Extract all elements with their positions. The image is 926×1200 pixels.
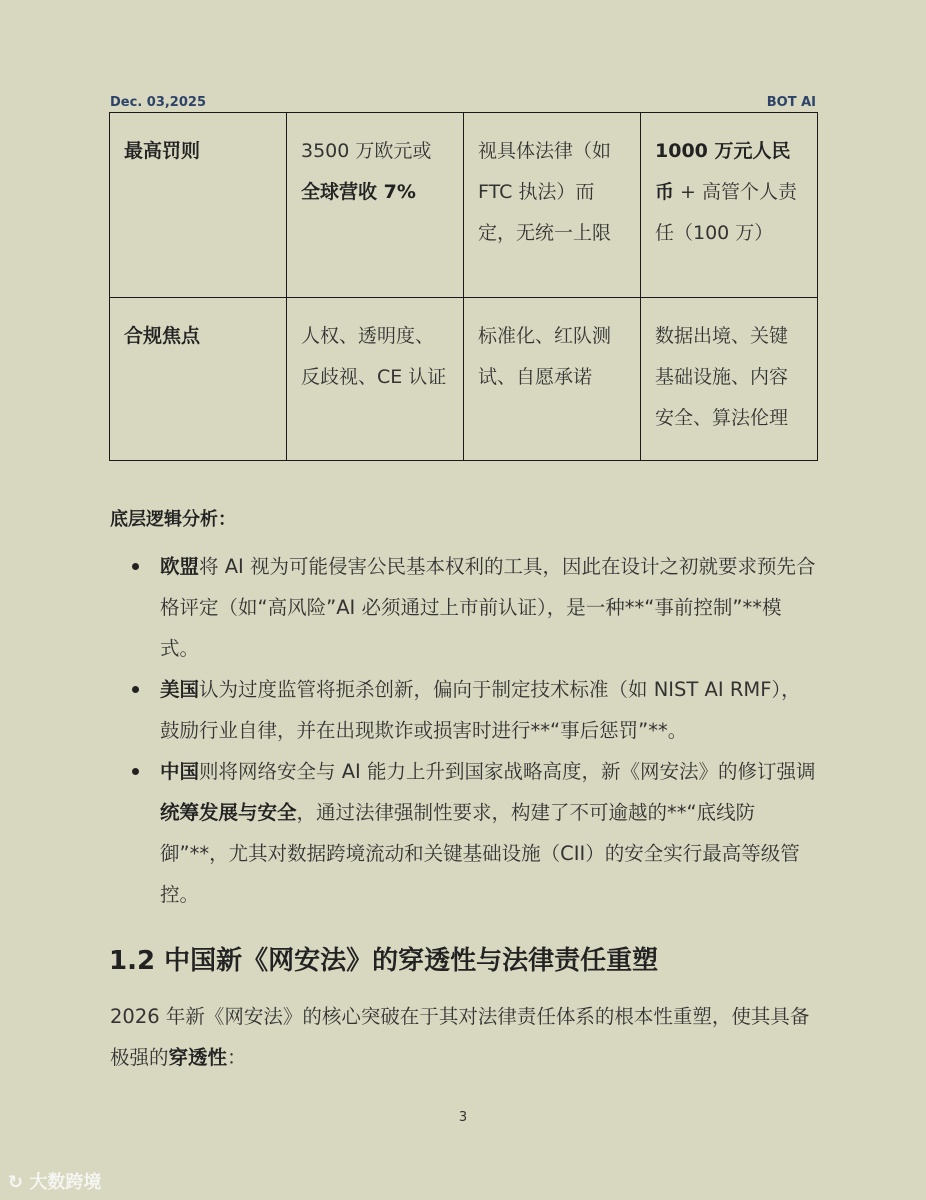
watermark-icon: ↻ <box>8 1172 30 1193</box>
cell-cn-focus: 数据出境、关键基础设施、内容安全、算法伦理 <box>641 298 818 461</box>
page-number: 3 <box>458 1110 468 1125</box>
cell-eu-penalty: 3500 万欧元或 全球营收 7% <box>287 113 464 298</box>
bullet-icon <box>132 686 139 693</box>
header-date: Dec. 03,2025 <box>110 95 206 110</box>
cell-us-focus: 标准化、红队测试、自愿承诺 <box>464 298 641 461</box>
section-heading: 1.2 中国新《网安法》的穿透性与法律责任重塑 <box>109 946 659 976</box>
cell-cn-penalty: 1000 万元人民币 + 高管个人责任（100 万） <box>641 113 818 298</box>
comparison-table <box>109 112 818 461</box>
row-header-focus: 合规焦点 <box>110 298 287 461</box>
cell-us-penalty: 视具体法律（如 FTC 执法）而定，无统一上限 <box>464 113 641 298</box>
list-item: 美国认为过度监管将扼杀创新，偏向于制定技术标准（如 NIST AI RMF），鼓励行业自律，并在出现欺诈或损害时进行**“事后惩罚”**。 <box>110 669 820 751</box>
analysis-list <box>110 546 820 915</box>
header-brand: BOT AI <box>766 95 816 110</box>
table-row <box>110 113 818 298</box>
bullet-icon <box>132 563 139 570</box>
row-header-penalty: 最高罚则 <box>110 113 287 298</box>
section-paragraph: 2026 年新《网安法》的核心突破在于其对法律责任体系的根本性重塑，使其具备极强的穿透性： <box>110 1005 810 1069</box>
watermark-logo: ↻ 大数跨境 <box>8 1172 102 1193</box>
bullet-icon <box>132 768 139 775</box>
analysis-title: 底层逻辑分析： <box>110 509 236 530</box>
list-item: 欧盟将 AI 视为可能侵害公民基本权利的工具，因此在设计之初就要求预先合格评定（如“高风险”AI 必须通过上市前认证），是一种**“事前控制”**模式。 <box>110 546 820 669</box>
cell-eu-focus: 人权、透明度、反歧视、CE 认证 <box>287 298 464 461</box>
table-row <box>110 298 818 461</box>
list-item: 中国则将网络安全与 AI 能力上升到国家战略高度，新《网安法》的修订强调统筹发展与安全，通过法律强制性要求，构建了不可逾越的**“底线防御”**，尤其对数据跨境流动和关键基础设施（CII）的安全实行最高等级管控。 <box>110 751 820 915</box>
